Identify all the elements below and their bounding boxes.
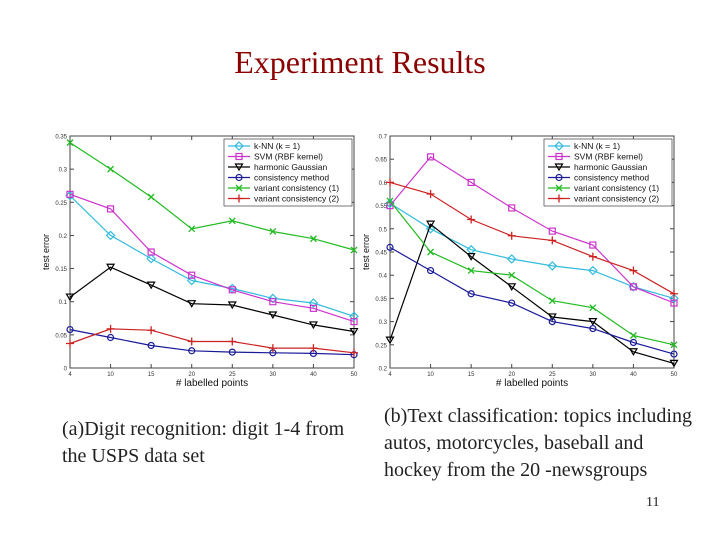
x-axis-label: # labelled points [175,378,249,389]
chart-digit-recognition [40,128,360,390]
caption-digit-recognition: (a)Digit recognition: digit 1-4 from the USPS data set [62,418,345,467]
y-axis-label: test error [41,233,51,271]
legend-entry: variant consistency (1) [254,183,340,193]
legend [224,139,352,206]
y-tick-label: 0.3 [378,320,387,327]
x-tick-label: 15 [147,372,155,378]
y-tick-label: 0.1 [58,300,67,307]
y-tick-label: 0.25 [375,343,387,350]
x-tick-label: 4 [68,372,72,378]
y-tick-label: 0.35 [375,296,387,303]
legend-entry: consistency method [574,172,650,183]
y-tick-label: 0.2 [378,366,387,373]
y-tick-label: 0.15 [55,267,67,274]
legend-entry: variant consistency (2) [254,193,340,204]
y-axis-label: test error [361,233,371,271]
y-tick-label: 0.2 [58,233,67,240]
x-tick-label: 50 [670,372,678,378]
slide-title: Experiment Results [234,44,486,80]
page-number: 11 [646,495,660,510]
y-tick-label: 0.6 [378,180,387,187]
x-tick-label: 20 [188,372,196,378]
y-tick-label: 0.35 [55,134,67,141]
chart-text-classification [360,128,680,390]
x-tick-label: 25 [548,372,556,378]
legend-entry: k-NN (k = 1) [574,141,621,151]
legend [544,139,672,206]
y-tick-label: 0.3 [58,167,67,174]
x-tick-label: 25 [228,372,236,378]
legend-entry: variant consistency (1) [574,183,660,193]
y-tick-label: 0.25 [55,200,67,207]
y-tick-label: 0.4 [378,273,387,280]
x-tick-label: 15 [467,372,475,378]
legend-entry: SVM (RBF kernel) [574,151,643,162]
y-tick-label: 0.55 [375,204,387,211]
x-tick-label: 30 [589,372,597,378]
legend-entry: consistency method [254,172,330,183]
x-axis-label: # labelled points [495,378,569,389]
x-tick-label: 20 [508,372,516,378]
y-tick-label: 0.45 [375,250,387,257]
y-tick-label: 0.65 [375,157,387,164]
legend-entry: harmonic Gaussian [254,162,328,172]
x-tick-label: 40 [310,372,317,378]
y-tick-label: 0 [63,366,67,373]
x-tick-label: 4 [388,372,392,378]
legend-entry: k-NN (k = 1) [254,141,301,151]
y-tick-label: 0.5 [378,227,387,234]
y-tick-label: 0.05 [55,333,67,340]
x-tick-label: 30 [269,372,277,378]
x-tick-label: 50 [350,372,358,378]
x-tick-label: 40 [630,372,637,378]
caption-text-classification: (b)Text classification: topics including autos, motorcycles, baseball and hockey from the 20 -newsgroups [384,405,692,481]
x-tick-label: 10 [107,372,114,378]
legend-entry: SVM (RBF kernel) [254,151,323,162]
x-tick-label: 10 [427,372,434,378]
legend-entry: harmonic Gaussian [574,162,648,172]
y-tick-label: 0.7 [378,134,387,141]
legend-entry: variant consistency (2) [574,193,660,204]
